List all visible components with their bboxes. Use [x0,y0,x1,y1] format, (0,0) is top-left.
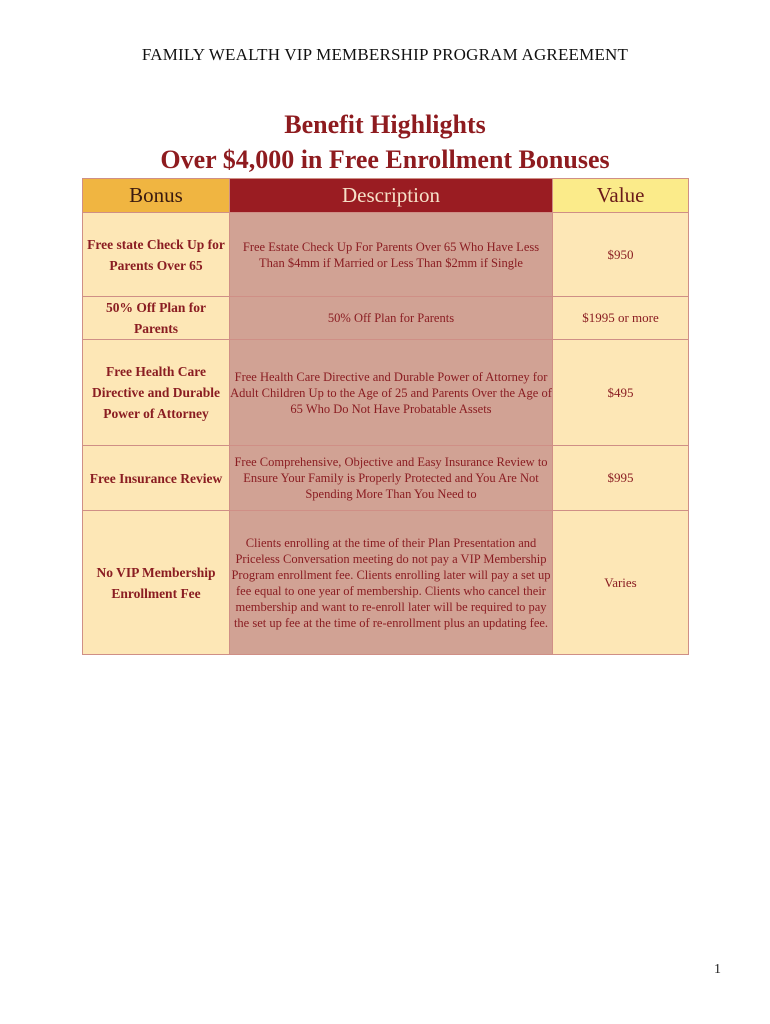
value-cell: $495 [553,340,689,446]
bonus-cell: Free Insurance Review [83,446,230,511]
table-row [83,511,689,655]
table-row [83,213,689,297]
description-cell: Free Comprehensive, Objective and Easy Insurance Review to Ensure Your Family is Properly Protected and You Are Not Spending More Than You Need to [230,446,553,511]
bonus-cell: Free state Check Up for Parents Over 65 [83,213,230,297]
document-title: FAMILY WEALTH VIP MEMBERSHIP PROGRAM AGREEMENT [141,45,629,64]
value-cell: Varies [553,511,689,655]
table-header-row [83,179,689,213]
header-description: Description [230,179,553,213]
header-value: Value [553,179,689,213]
header-bonus: Bonus [83,179,230,213]
description-cell: 50% Off Plan for Parents [230,297,553,340]
bonus-cell: Free Health Care Directive and Durable Power of Attorney [83,340,230,446]
benefit-highlights-heading: Benefit Highlights [284,110,486,139]
value-cell: $950 [553,213,689,297]
bonus-cell: No VIP Membership Enrollment Fee [83,511,230,655]
benefits-table [82,178,689,655]
table-row [83,340,689,446]
value-cell: $995 [553,446,689,511]
description-cell: Free Health Care Directive and Durable Power of Attorney for Adult Children Up to the Age of 25 and Parents Over the Age of 65 Who Do Not Have Probatable Assets [230,340,553,446]
table-row [83,297,689,340]
bonus-cell: 50% Off Plan for Parents [83,297,230,340]
bonuses-subheading: Over $4,000 in Free Enrollment Bonuses [160,145,610,174]
page-number: 1 [714,962,721,977]
description-cell: Clients enrolling at the time of their Plan Presentation and Priceless Conversation meeting do not pay a VIP Membership Program enrollment fee. Clients enrolling later will pay a set up fee equal to one year of membership. Clients who cancel their membership and want to re-enroll later will be required to pay the set up fee at the time of re-enrollment plus an updating fee. [230,511,553,655]
table-row [83,446,689,511]
description-cell: Free Estate Check Up For Parents Over 65 Who Have Less Than $4mm if Married or Less Than $2mm if Single [230,213,553,297]
value-cell: $1995 or more [553,297,689,340]
